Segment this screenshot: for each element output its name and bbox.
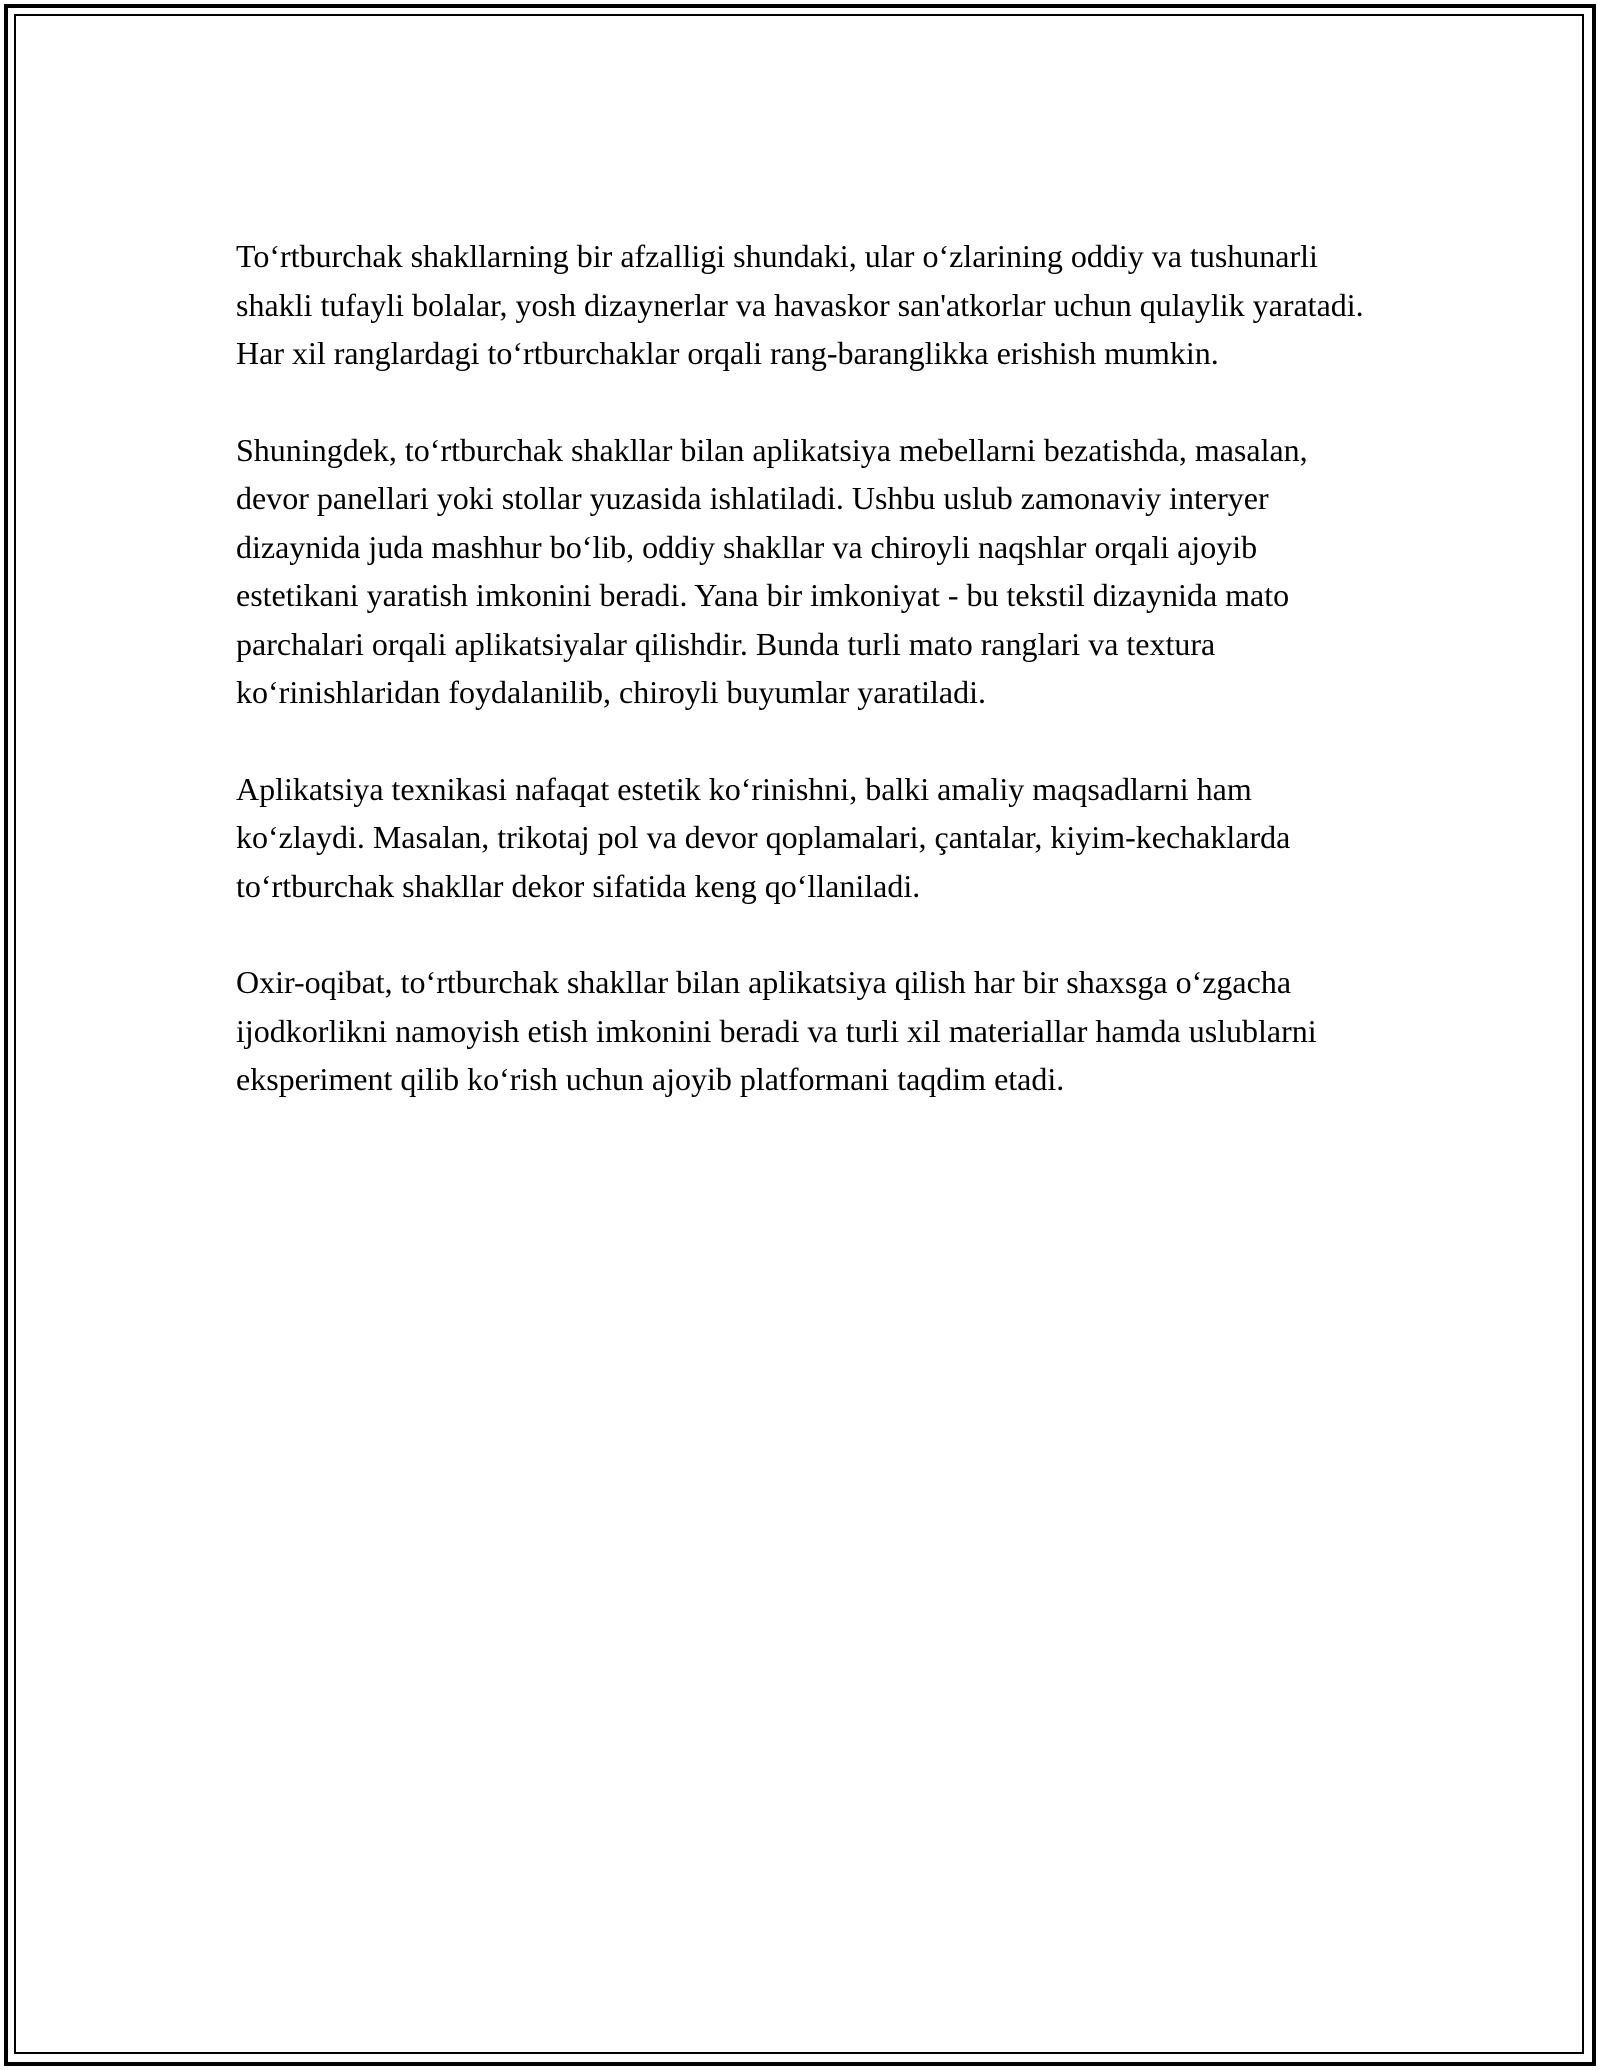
paragraph-4: Oxir-oqibat, to‘rtburchak shakllar bilan aplikatsiya qilish har bir shaxsga o‘zgacha ijodkorlikni namoyish etish imkonini beradi va turli xil materiallar hamda uslublarni eksperiment qilib ko‘rish uchun ajoyib platformani taqdim etadi. [236,964,1317,1097]
paragraph-2: Shuningdek, to‘rtburchak shakllar bilan aplikatsiya mebellarni bezatishda, masalan, devor panellari yoki stollar yuzasida ishlatiladi. Ushbu uslub zamonaviy interyer dizaynida juda mashhur bo‘lib, oddiy shakllar va chiroyli naqshlar orqali ajoyib estetikani yaratish imkonini beradi. Yana bir imkoniyat - bu tekstil dizaynida mato parchalari orqali aplikatsiyalar qilishdir. Bunda turli mato ranglari va textura ko‘rinishlaridan foydalanilib, chiroyli buyumlar yaratiladi. [236,431,1308,710]
paragraph-1: To‘rtburchak shakllarning bir afzalligi shundaki, ular o‘zlarining oddiy va tushunarli shakli tufayli bolalar, yosh dizaynerlar va havaskor san'atkorlar uchun qulaylik yaratadi. Har xil ranglardagi to‘rtburchaklar orqali rang-baranglikka erishish mumkin. [236,238,1364,371]
document-body [236,232,1376,1104]
paragraph-3: Aplikatsiya texnikasi nafaqat estetik ko‘rinishni, balki amaliy maqsadlarni ham ko‘zlaydi. Masalan, trikotaj pol va devor qoplamalari, çantalar, kiyim-kechaklarda to‘rtburchak shakllar dekor sifatida keng qo‘llaniladi. [236,770,1291,904]
